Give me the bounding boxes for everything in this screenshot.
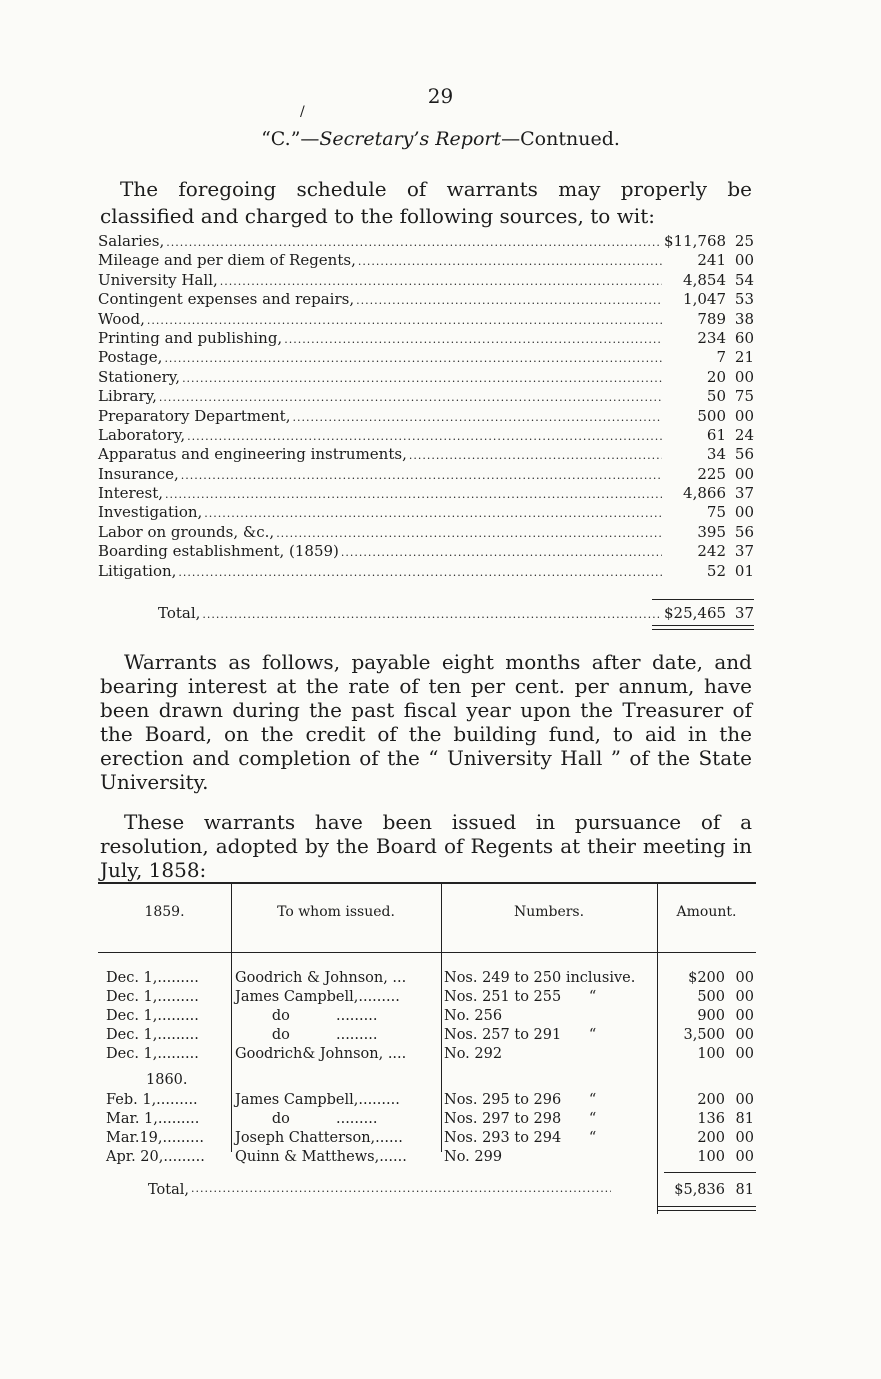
header-year: 1859. <box>144 904 185 920</box>
intro-paragraph <box>100 176 752 230</box>
schedule-total-rule-top <box>652 599 754 600</box>
leader-dots <box>165 488 662 501</box>
warrants-total-cents: 81 <box>735 1182 754 1198</box>
schedule-row <box>98 310 754 329</box>
warrant-numbers: Nos. 257 to 291 “ <box>444 1027 597 1043</box>
leader-dots <box>181 469 662 482</box>
warrant-recipient: Quinn & Matthews,...... <box>235 1149 407 1165</box>
schedule-row <box>98 484 754 503</box>
warrant-date: Dec. 1,......... <box>106 989 199 1005</box>
schedule-row <box>98 407 754 426</box>
schedule-label: Postage, <box>98 348 163 367</box>
schedule-row <box>98 465 754 484</box>
schedule-dollars: 7 <box>716 348 726 367</box>
schedule-cents: 24 <box>734 425 754 444</box>
warrant-numbers: No. 256 <box>444 1008 503 1024</box>
schedule-total-row <box>98 604 754 622</box>
schedule-dollars: 75 <box>706 503 726 522</box>
warrant-cents: 00 <box>735 1149 754 1165</box>
schedule-label: Apparatus and engineering instruments, <box>98 445 407 464</box>
schedule-row <box>98 251 754 270</box>
schedule-row <box>98 271 754 290</box>
schedule-dollars: 61 <box>706 425 726 444</box>
warrant-numbers: Nos. 295 to 296 “ <box>444 1092 597 1108</box>
warrant-date: Feb. 1,......... <box>106 1092 198 1108</box>
leader-dots <box>159 391 662 404</box>
table-row <box>98 989 756 1008</box>
warrant-date: Apr. 20,......... <box>106 1149 205 1165</box>
warrant-recipient: Goodrich& Johnson, .... <box>235 1046 407 1062</box>
schedule-label: Salaries, <box>98 232 165 250</box>
leader-dots <box>220 275 662 288</box>
leader-dots <box>166 236 662 249</box>
leader-dots <box>182 372 662 385</box>
schedule-row <box>98 329 754 348</box>
warrant-numbers: No. 299 <box>444 1149 503 1165</box>
schedule-dollars: 234 <box>697 328 726 347</box>
schedule-dollars: 789 <box>697 309 726 328</box>
running-head-prefix: “C.”— <box>261 128 320 150</box>
schedule-dollars: $11,768 <box>664 232 727 250</box>
schedule-total-label: Total, <box>158 604 201 622</box>
schedule-label: Laboratory, <box>98 425 186 444</box>
warrants-total-label: Total, <box>148 1182 189 1198</box>
year-1860-label: 1860. <box>146 1072 188 1088</box>
warrant-cents: 00 <box>735 970 754 986</box>
schedule-label: Interest, <box>98 484 164 503</box>
schedule-dollars: 242 <box>697 542 726 561</box>
warrants-table <box>98 882 756 1212</box>
header-numbers: Numbers. <box>513 904 585 920</box>
leader-dots <box>341 546 662 559</box>
warrant-cents: 00 <box>735 1008 754 1024</box>
schedule-label: Library, <box>98 387 157 406</box>
leader-dots <box>178 566 662 579</box>
warrant-recipient: do ......... <box>235 1008 378 1024</box>
schedule-list <box>98 232 754 581</box>
page-number: 29 <box>427 84 454 108</box>
schedule-cents: 00 <box>734 367 754 386</box>
table-total-rule-double-1 <box>658 1206 756 1207</box>
schedule-row <box>98 562 754 581</box>
table-row <box>98 1027 756 1046</box>
schedule-cents: 21 <box>734 348 754 367</box>
warrant-date: Mar.19,......... <box>106 1130 204 1146</box>
schedule-row <box>98 445 754 464</box>
warrant-cents: 81 <box>735 1111 754 1127</box>
schedule-dollars: 50 <box>706 387 726 406</box>
schedule-dollars: 395 <box>697 522 726 541</box>
schedule-dollars: 225 <box>697 464 726 483</box>
schedule-label: Boarding establishment, (1859) <box>98 542 339 561</box>
schedule-label: Investigation, <box>98 503 203 522</box>
warrant-cents: 00 <box>735 989 754 1005</box>
warrant-date: Dec. 1,......... <box>106 1046 199 1062</box>
table-row <box>98 970 756 989</box>
leader-dots <box>147 314 662 327</box>
warrant-recipient: Joseph Chatterson,...... <box>235 1130 403 1146</box>
warrant-dollars: 136 <box>697 1111 725 1127</box>
warrant-dollars: 200 <box>697 1130 725 1146</box>
schedule-label: Printing and publishing, <box>98 328 283 347</box>
schedule-cents: 56 <box>734 445 754 464</box>
warrant-recipient: James Campbell,......... <box>235 1092 400 1108</box>
header-amount: Amount. <box>676 904 737 920</box>
table-total-rule-top <box>664 1172 756 1173</box>
schedule-total-rule-double-1 <box>652 625 754 626</box>
warrant-date: Mar. 1,......... <box>106 1111 200 1127</box>
warrant-cents: 00 <box>735 1130 754 1146</box>
schedule-label: Labor on grounds, &c., <box>98 522 275 541</box>
leader-dots <box>356 294 662 307</box>
intro-text: The foregoing schedule of warrants may properly be classified and charged to the following sources, to wit: <box>100 177 752 228</box>
warrants-paragraph-text: Warrants as follows, payable eight months after date, and bearing interest at the rate of ten per cent. per annum, have been drawn during the past fiscal year upon the Treasurer of the Board, on the credit of the building fund, to aid in the erection and completion of the “ University Hall ” of the State University. <box>100 650 752 794</box>
schedule-row <box>98 348 754 367</box>
schedule-cents: 25 <box>734 232 754 250</box>
warrant-date: Dec. 1,......... <box>106 1027 199 1043</box>
schedule-row <box>98 368 754 387</box>
resolution-paragraph-text: These warrants have been issued in pursuance of a resolution, adopted by the Board of Regents at their meeting in July, 1858: <box>100 810 752 882</box>
table-row <box>98 1149 756 1168</box>
warrant-date: Dec. 1,......... <box>106 970 199 986</box>
schedule-dollars: 241 <box>697 251 726 270</box>
schedule-cents: 00 <box>734 251 754 270</box>
schedule-dollars: 500 <box>697 406 726 425</box>
schedule-cents: 00 <box>734 464 754 483</box>
warrant-dollars: 500 <box>697 989 725 1005</box>
schedule-row <box>98 290 754 309</box>
warrants-total-dollars: $5,836 <box>674 1182 725 1198</box>
schedule-label: Contingent expenses and repairs, <box>98 290 355 309</box>
schedule-row <box>98 426 754 445</box>
warrant-recipient: James Campbell,......... <box>235 989 400 1005</box>
schedule-dollars: 52 <box>706 561 726 580</box>
table-row <box>98 1008 756 1027</box>
warrant-numbers: No. 292 <box>444 1046 503 1062</box>
warrant-dollars: 200 <box>697 1092 725 1108</box>
schedule-row <box>98 523 754 542</box>
warrant-cents: 00 <box>735 1092 754 1108</box>
warrant-recipient: do ......... <box>235 1027 378 1043</box>
leader-dots <box>358 255 662 268</box>
schedule-dollars: 4,866 <box>683 484 726 503</box>
warrant-cents: 00 <box>735 1046 754 1062</box>
schedule-dollars: 4,854 <box>683 270 726 289</box>
schedule-label: Stationery, <box>98 367 181 386</box>
schedule-label: Wood, <box>98 309 145 328</box>
warrant-dollars: 900 <box>697 1008 725 1024</box>
schedule-dollars: 20 <box>706 367 726 386</box>
warrant-recipient: do ......... <box>235 1111 378 1127</box>
schedule-dollars: 1,047 <box>683 290 726 309</box>
table-row <box>98 1111 756 1130</box>
resolution-paragraph <box>100 810 752 882</box>
schedule-cents: 00 <box>734 406 754 425</box>
schedule-cents: 60 <box>734 328 754 347</box>
warrant-dollars: 100 <box>697 1149 725 1165</box>
warrant-numbers: Nos. 251 to 255 “ <box>444 989 597 1005</box>
schedule-row <box>98 232 754 251</box>
table-row <box>98 1046 756 1065</box>
leader-dots <box>191 1182 611 1198</box>
schedule-total-rule-double-2 <box>652 629 754 630</box>
schedule-row <box>98 503 754 522</box>
table-total-rule-double-2 <box>658 1210 756 1211</box>
schedule-cents: 53 <box>734 290 754 309</box>
schedule-total-dollars: $25,465 <box>664 604 727 622</box>
schedule-cents: 38 <box>734 309 754 328</box>
schedule-cents: 00 <box>734 503 754 522</box>
warrant-cents: 00 <box>735 1027 754 1043</box>
schedule-cents: 54 <box>734 270 754 289</box>
leader-dots <box>164 352 662 365</box>
warrant-numbers: Nos. 293 to 294 “ <box>444 1130 597 1146</box>
leader-dots <box>292 411 662 424</box>
running-head-title: Secretary’s Report <box>319 128 502 150</box>
schedule-cents: 75 <box>734 387 754 406</box>
schedule-cents: 01 <box>734 561 754 580</box>
leader-dots <box>284 333 662 346</box>
schedule-dollars: 34 <box>706 445 726 464</box>
schedule-row <box>98 387 754 406</box>
schedule-cents: 37 <box>734 542 754 561</box>
schedule-label: University Hall, <box>98 270 218 289</box>
schedule-label: Insurance, <box>98 464 179 483</box>
table-row <box>98 1130 756 1149</box>
leader-dots <box>276 527 662 540</box>
schedule-label: Mileage and per diem of Regents, <box>98 251 356 270</box>
running-head <box>0 128 881 150</box>
warrant-dollars: 100 <box>697 1046 725 1062</box>
warrant-recipient: Goodrich & Johnson, ... <box>235 970 407 986</box>
schedule-row <box>98 542 754 561</box>
schedule-total-cents: 37 <box>734 604 754 622</box>
head-mark: / <box>300 104 305 120</box>
schedule-label: Preparatory Department, <box>98 406 291 425</box>
schedule-cents: 37 <box>734 484 754 503</box>
table-row <box>98 1092 756 1111</box>
leader-dots <box>202 608 662 621</box>
warrant-dollars: $200 <box>688 970 725 986</box>
header-to-whom: To whom issued. <box>277 904 395 920</box>
warrants-paragraph <box>100 650 752 794</box>
running-head-suffix: —Contnued. <box>501 128 620 150</box>
warrant-date: Dec. 1,......... <box>106 1008 199 1024</box>
warrant-numbers: Nos. 297 to 298 “ <box>444 1111 597 1127</box>
leader-dots <box>204 507 662 520</box>
schedule-cents: 56 <box>734 522 754 541</box>
warrant-dollars: 3,500 <box>683 1027 725 1043</box>
schedule-label: Litigation, <box>98 561 177 580</box>
leader-dots <box>187 430 662 443</box>
warrant-numbers: Nos. 249 to 250 inclusive. <box>444 970 636 986</box>
leader-dots <box>409 449 662 462</box>
